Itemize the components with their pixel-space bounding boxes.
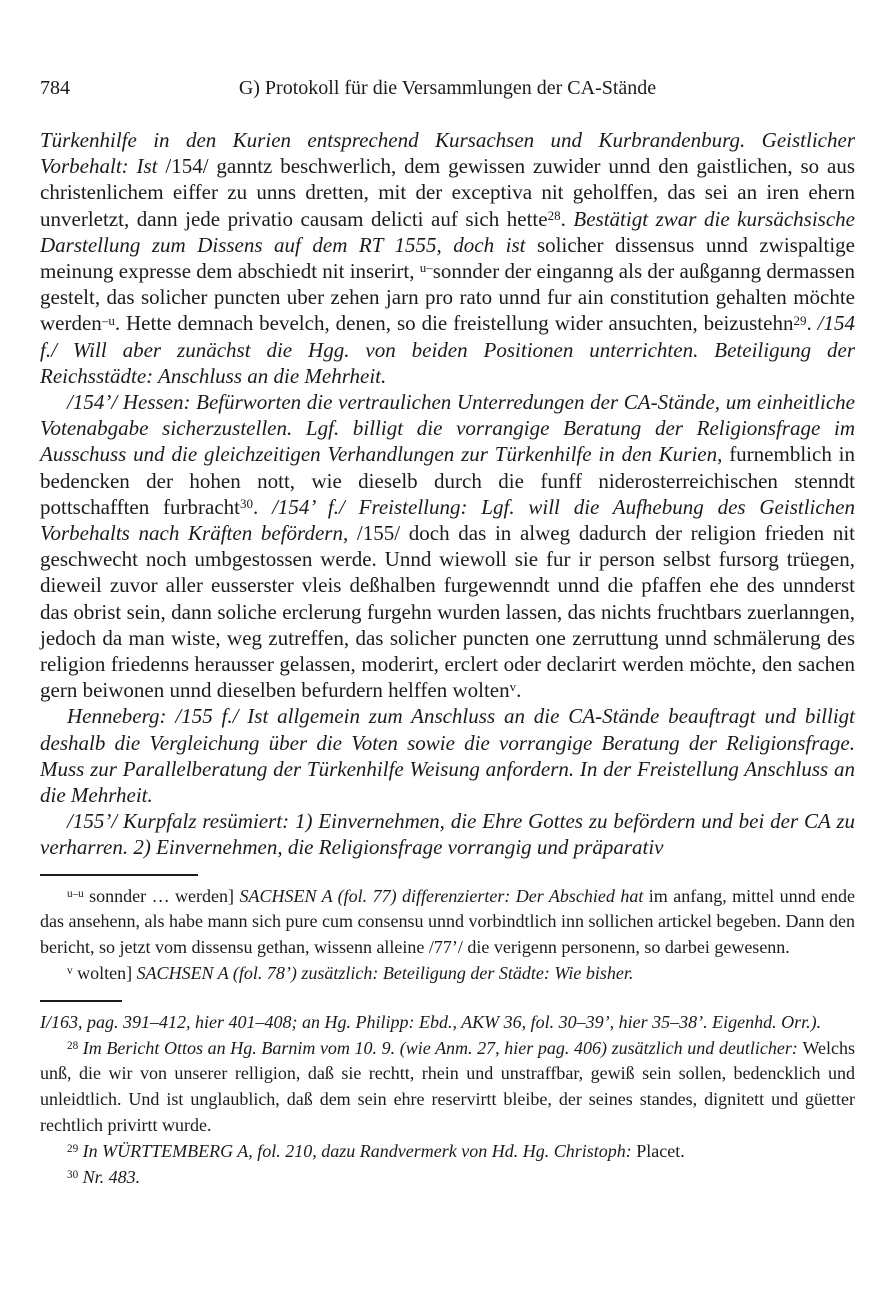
text-run: /154 f./ Will aber zunächst die Hgg. von beiden Positionen unterrichten. Beteiligung der Reichsstädte: Anschluss an die Mehrheit. — [40, 311, 855, 388]
page-number: 784 — [40, 77, 70, 99]
superscript-note-mark: 29 — [67, 1142, 79, 1155]
text-run: /154/ ganntz beschwerlich, dem gewissen zuwider unnd den gaistlichen, so aus christenlichem eiffer zu unns dretten, mit der exceptiva nit geholffen, das sei an iren ehern unverletzt, dann jede privatio causam delicti auf sich hette — [40, 154, 855, 231]
text-run: wolten] — [72, 963, 137, 984]
footnote-separator-rule — [40, 1000, 122, 1002]
footnote — [40, 1165, 855, 1191]
superscript-note-mark: 28 — [547, 207, 561, 223]
superscript-note-mark: u– — [419, 260, 433, 276]
apparatus-note — [40, 884, 855, 961]
text-run: Türkenhilfe in den Kurien entsprechend Kursachsen und Kurbrandenburg. Geistlicher Vorbehalt: Ist — [40, 128, 855, 179]
superscript-note-mark: 30 — [67, 1168, 79, 1181]
superscript-note-mark: 30 — [240, 496, 254, 511]
body-paragraph — [40, 389, 855, 703]
text-run: Henneberg: /155 f./ Ist allgemein zum Anschluss an die CA-Stände beauftragt und billigt deshalb die Vergleichung über die Voten sowie die vorrangige Beratung der Religionsfrage. Muss zur Parallelberatung der Türkenhilfe Weisung anfordern. In der Freistellung Anschluss an die Mehrheit. — [40, 704, 855, 808]
apparatus-separator-rule — [40, 874, 198, 876]
text-run: In WÜRTTEMBERG A, fol. 210, dazu Randvermerk von Hd. Hg. Christoph: — [78, 1140, 637, 1161]
superscript-note-mark: u–u — [67, 887, 84, 900]
footnotes — [40, 1010, 855, 1191]
superscript-note-mark: 29 — [793, 312, 807, 328]
text-run: im anfang, mittel unnd ende das ansehenn, als habe mann sich pure cum consensu unnd vorbindtlich inn sollichen artickel begeben. Dann den bericht, so jetzt vom dissensu gethan, wissenn alleine /77’/ die verigenn personenn, so darbei gewesenn. — [40, 885, 855, 958]
text-critical-apparatus — [40, 884, 855, 987]
text-run: Nr. 483. — [78, 1166, 141, 1187]
text-run: /155’/ Kurpfalz resümiert: 1) Einvernehmen, die Ehre Gottes zu befördern und bei der CA zu verharren. 2) Einvernehmen, die Religionsfrage vorrangig und präparativ — [40, 809, 855, 860]
superscript-note-mark: v — [509, 679, 517, 695]
text-run: furnemblich in bedencken der hohen nott, wie dieselb durch die funff niderosterreichischen stenndt pottschafften furbracht — [40, 442, 855, 519]
text-run: Placet. — [636, 1140, 685, 1161]
text-run: SACHSEN A (fol. 78’) zusätzlich: Beteiligung der Städte: Wie bisher. — [136, 963, 634, 984]
text-run: /155/ doch das in alweg dadurch der religion frieden nit geschwecht noch umbgestossen werde. Unnd wiewoll sie fur ir person selbst fursorg trüegen, dieweil zuvor aller eusserster vleis deßhalben furgewenndt unnd die pfaffen ehe des unnderst das obrist sein, dann soliche erclerung furgehn wurden lassen, das nichts fruchtbars zuerlanngen, jedoch da man wiste, weg zutreffen, das solicher puncten one zerruttung unnd schmälerung des religion friedenns herausser gelassen, moderirt, erclert oder declarirt werden möchte, den sachen gern beiwonen unnd dieselben befurdern helffen wolten — [40, 521, 855, 703]
body-paragraph — [40, 808, 855, 860]
text-run: /154’/ Hessen: Befürworten die vertraulichen Unterredungen der CA-Stände, um einheitliche Votenabgabe sicherzustellen. Lgf. billigt die vorrangige Beratung der Religionsfrage im Ausschuss und die gleichzeitigen Verhandlungen zur Türkenhilfe in den Kurien, — [40, 390, 855, 467]
superscript-note-mark: v — [67, 965, 73, 978]
main-text — [40, 127, 855, 861]
text-run: . — [806, 311, 818, 336]
superscript-note-mark: –u — [101, 312, 115, 328]
text-run: . — [516, 678, 522, 703]
text-run: Welchs unß, die wir von unserer relligion, daß sie rechtt, rhein und unstraffbar, gewiß sein sollen, bedencklich und unleidtlich. Und ist unglaublich, daß dem sein ehre reservirtt bleibe, der seines standes, dignitett und güetter rechtlich privirtt wurde. — [40, 1037, 855, 1136]
text-run: /154’ f./ Freistellung: Lgf. will die Aufhebung des Geistlichen Vorbehalts nach Kräften befördern, — [40, 494, 856, 546]
text-run: Bestätigt zwar die kursächsische Darstellung zum Dissens auf dem RT 1555, doch ist — [40, 206, 855, 257]
body-paragraph — [40, 127, 855, 389]
footnote — [40, 1010, 855, 1036]
running-head-title: G) Protokoll für die Versammlungen der CA-Stände — [238, 77, 657, 99]
text-run: . Hette demnach bevelch, denen, so die freistellung wider ansuchten, beizustehn — [114, 311, 794, 336]
body-paragraph — [40, 703, 855, 808]
apparatus-note — [40, 961, 855, 987]
text-run: . — [560, 206, 574, 231]
text-run: Im Bericht Ottos an Hg. Barnim vom 10. 9. (wie Anm. 27, hier pag. 406) zusätzlich und deutlicher: — [78, 1037, 803, 1058]
superscript-note-mark: 28 — [67, 1039, 79, 1052]
text-run: SACHSEN A (fol. 77) differenzierter: Der Abschied hat — [239, 885, 649, 906]
footnote — [40, 1139, 855, 1165]
running-header — [40, 76, 855, 100]
text-run: sonnder der einganng als der außganng dermassen gestelt, das solicher puncten uber zehen jarn pro rato unnd fur ain constitution gehalten möchte werden — [40, 259, 855, 336]
text-run: solicher dissensus unnd zwispaltige meinung expresse dem abschiedt nit inserirt, — [40, 232, 855, 284]
text-run: . — [253, 494, 273, 519]
text-run: sonnder … werden] — [83, 885, 240, 906]
footnote — [40, 1036, 855, 1139]
text-run: I/163, pag. 391–412, hier 401–408; an Hg. Philipp: Ebd., AKW 36, fol. 30–39’, hier 35–38’. Eigenhd. Orr.). — [40, 1011, 822, 1032]
